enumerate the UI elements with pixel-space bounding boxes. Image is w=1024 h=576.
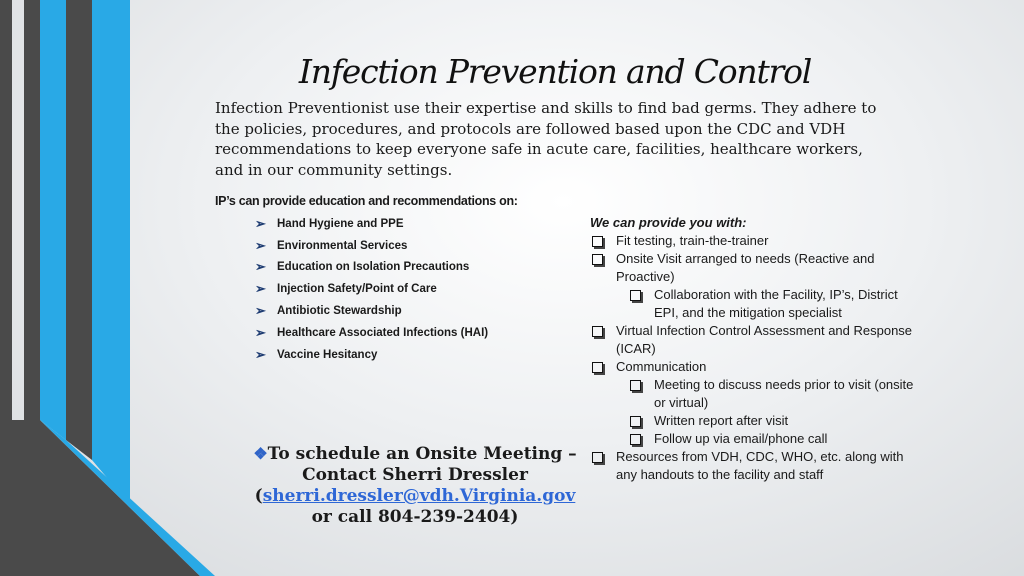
- schedule-callout: [245, 443, 585, 528]
- list-item: [590, 358, 920, 376]
- list-item-label: Antibiotic Stewardship: [277, 305, 402, 318]
- list-item: [590, 286, 920, 322]
- checkbox-bullet-icon: [592, 326, 603, 337]
- checkbox-bullet-icon: [592, 452, 603, 463]
- list-item-label: Environmental Services: [277, 239, 408, 252]
- list-item: [590, 376, 920, 412]
- list-item: [590, 250, 920, 286]
- checkbox-bullet-icon: [592, 254, 603, 265]
- open-paren: (: [254, 486, 263, 506]
- list-item-label: Hand Hygiene and PPE: [277, 217, 404, 230]
- list-item-label: Written report after visit: [654, 413, 789, 428]
- list-item: [255, 344, 488, 366]
- arrow-bullet-icon: ➢: [255, 215, 266, 231]
- list-item: [255, 322, 488, 344]
- list-item: [255, 235, 488, 257]
- arrow-bullet-icon: ➢: [255, 303, 266, 319]
- arrow-bullet-icon: ➢: [255, 259, 266, 275]
- list-item-label: Education on Isolation Precautions: [277, 261, 470, 274]
- checkbox-bullet-icon: [592, 362, 603, 373]
- slide-title: Infection Prevention and Control: [298, 52, 812, 91]
- list-item: [590, 232, 920, 250]
- list-item-label: Collaboration with the Facility, IP’s, District EPI, and the mitigation specialist: [654, 287, 898, 320]
- list-item: [255, 213, 488, 235]
- list-item: [590, 430, 920, 448]
- list-item-label: Injection Safety/Point of Care: [277, 283, 437, 296]
- list-item-label: Onsite Visit arranged to needs (Reactive and Proactive): [616, 251, 875, 284]
- schedule-line-4: or call 804-239-2404): [311, 507, 519, 527]
- diamond-bullet-icon: ❖: [253, 444, 268, 463]
- checkbox-bullet-icon: [630, 380, 641, 391]
- list-item-label: Resources from VDH, CDC, WHO, etc. along with any handouts to the facility and staff: [616, 449, 904, 482]
- checkbox-bullet-icon: [630, 416, 641, 427]
- checkbox-bullet-icon: [630, 290, 641, 301]
- services-heading: We can provide you with:: [590, 215, 747, 230]
- schedule-line-1: To schedule an Onsite Meeting –: [267, 444, 577, 464]
- list-item-label: Follow up via email/phone call: [654, 431, 828, 446]
- arrow-bullet-icon: ➢: [255, 346, 266, 362]
- email-link[interactable]: sherri.dressler@vdh.Virginia.gov: [262, 486, 576, 506]
- arrow-bullet-icon: ➢: [255, 324, 266, 340]
- arrow-bullet-icon: ➢: [255, 237, 266, 253]
- list-item: [590, 412, 920, 430]
- ip-topics-list: [255, 213, 488, 366]
- list-item-label: Fit testing, train-the-trainer: [616, 233, 769, 248]
- list-item-label: Vaccine Hesitancy: [277, 348, 378, 361]
- list-item: [590, 448, 920, 484]
- list-item: [590, 322, 920, 358]
- checkbox-bullet-icon: [630, 434, 641, 445]
- list-item-label: Healthcare Associated Infections (HAI): [277, 326, 489, 339]
- intro-paragraph: Infection Preventionist use their expertise and skills to find bad germs. They adhere to the policies, procedures, and protocols are followed based upon the CDC and VDH recommendations to keep everyone safe in acute care, facilities, healthcare workers, and in our community settings.: [215, 99, 877, 179]
- list-item: [255, 278, 488, 300]
- arrow-bullet-icon: ➢: [255, 281, 266, 297]
- services-list: [590, 214, 920, 484]
- ip-heading: IP’s can provide education and recommendations on:: [215, 194, 518, 208]
- checkbox-bullet-icon: [592, 236, 603, 247]
- list-item: [255, 257, 488, 279]
- list-item-label: Meeting to discuss needs prior to visit (onsite or virtual): [654, 377, 914, 410]
- schedule-line-2: Contact Sherri Dressler: [302, 465, 528, 485]
- list-item-label: Virtual Infection Control Assessment and Response (ICAR): [616, 323, 913, 356]
- list-item: [255, 300, 488, 322]
- list-item-label: Communication: [616, 359, 707, 374]
